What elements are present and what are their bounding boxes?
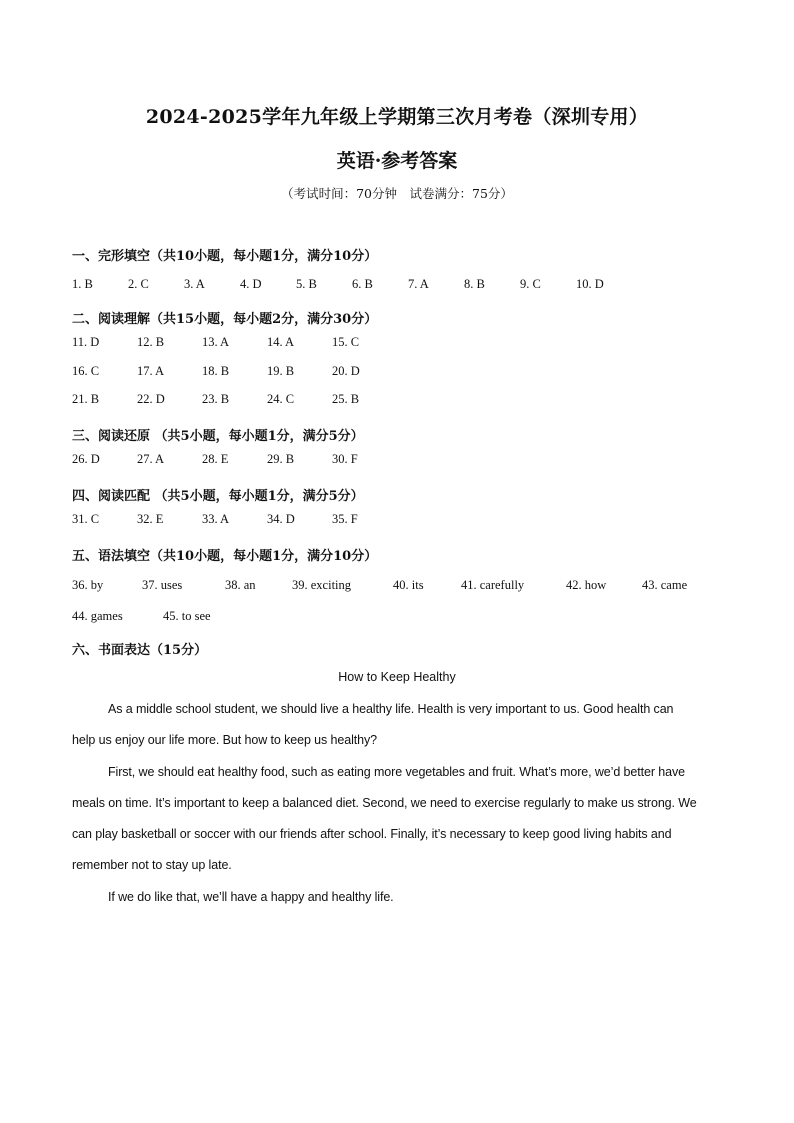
answer-item: 36. by	[72, 578, 104, 592]
answer-item: 4. D	[240, 277, 262, 291]
answer-row	[72, 335, 359, 350]
answer-item: 42. how	[566, 578, 607, 592]
answer-row	[72, 364, 360, 379]
answer-item: 29. B	[267, 452, 295, 466]
essay-title: How to Keep Healthy	[338, 670, 456, 684]
answer-item: 33. A	[202, 512, 230, 526]
answer-row	[72, 277, 604, 292]
essay-line: remember not to stay up late.	[72, 858, 232, 872]
answer-item: 6. B	[352, 277, 373, 291]
answer-item: 10. D	[576, 277, 604, 291]
section-heading-1: 一、完形填空（共10小题，每小题1分，满分10分）	[72, 249, 378, 264]
answer-row	[72, 578, 687, 593]
answer-item: 37. uses	[142, 578, 183, 592]
section-heading-4: 四、阅读匹配 （共5小题，每小题1分，满分5分）	[72, 489, 364, 504]
section-heading-3: 三、阅读还原 （共5小题，每小题1分，满分5分）	[72, 429, 364, 444]
answer-row	[72, 392, 359, 407]
answer-item: 26. D	[72, 452, 100, 466]
section-heading-5: 五、语法填空（共10小题，每小题1分，满分10分）	[72, 549, 378, 564]
answer-item: 8. B	[464, 277, 485, 291]
answer-item: 16. C	[72, 364, 100, 378]
answer-item: 22. D	[137, 392, 165, 406]
answer-item: 25. B	[332, 392, 360, 406]
essay-line: meals on time. It’s important to keep a balanced diet. Second, we need to exercise regularly to make us strong. We	[72, 796, 697, 810]
essay-line: As a middle school student, we should live a healthy life. Health is very important to us. Good health can	[108, 702, 674, 716]
answer-item: 30. F	[332, 452, 358, 466]
answer-item: 11. D	[72, 335, 100, 349]
answer-row	[72, 609, 211, 624]
page-subtitle: 英语·参考答案	[336, 150, 458, 172]
answer-item: 45. to see	[163, 609, 211, 623]
answer-item: 41. carefully	[461, 578, 525, 592]
answer-item: 31. C	[72, 512, 100, 526]
answer-item: 17. A	[137, 364, 165, 378]
answer-item: 27. A	[137, 452, 165, 466]
answer-item: 32. E	[137, 512, 164, 526]
section-heading-2: 二、阅读理解（共15小题，每小题2分，满分30分）	[72, 312, 378, 327]
answer-item: 39. exciting	[292, 578, 352, 592]
essay-line: If we do like that, we’ll have a happy and healthy life.	[108, 890, 394, 904]
answer-item: 34. D	[267, 512, 295, 526]
answer-item: 28. E	[202, 452, 229, 466]
answer-row	[72, 512, 358, 527]
answer-item: 1. B	[72, 277, 93, 291]
answer-row	[72, 452, 358, 467]
answer-item: 23. B	[202, 392, 230, 406]
answer-item: 40. its	[393, 578, 424, 592]
answer-item: 12. B	[137, 335, 165, 349]
answer-item: 44. games	[72, 609, 123, 623]
page-title: 2024-2025学年九年级上学期第三次月考卷（深圳专用）	[145, 106, 649, 128]
answer-item: 35. F	[332, 512, 358, 526]
section-heading-6: 六、书面表达（15分）	[72, 643, 208, 658]
answer-item: 2. C	[128, 277, 149, 291]
answer-item: 43. came	[642, 578, 688, 592]
essay-line: First, we should eat healthy food, such as eating more vegetables and fruit. What’s more, we’d better have	[108, 765, 685, 779]
essay-line: can play basketball or soccer with our friends after school. Finally, it’s necessary to keep good living habits and	[72, 827, 672, 841]
answer-item: 14. A	[267, 335, 295, 349]
answer-item: 18. B	[202, 364, 230, 378]
answer-item: 24. C	[267, 392, 295, 406]
answer-item: 38. an	[225, 578, 256, 592]
answer-item: 13. A	[202, 335, 230, 349]
answer-item: 20. D	[332, 364, 360, 378]
answer-item: 19. B	[267, 364, 295, 378]
exam-info: （考试时间：70分钟 试卷满分：75分）	[281, 186, 513, 201]
answer-item: 15. C	[332, 335, 360, 349]
answer-item: 21. B	[72, 392, 100, 406]
answer-item: 5. B	[296, 277, 317, 291]
answer-item: 7. A	[408, 277, 429, 291]
answer-item: 3. A	[184, 277, 205, 291]
essay-line: help us enjoy our life more. But how to keep us healthy?	[72, 733, 378, 747]
answer-item: 9. C	[520, 277, 541, 291]
